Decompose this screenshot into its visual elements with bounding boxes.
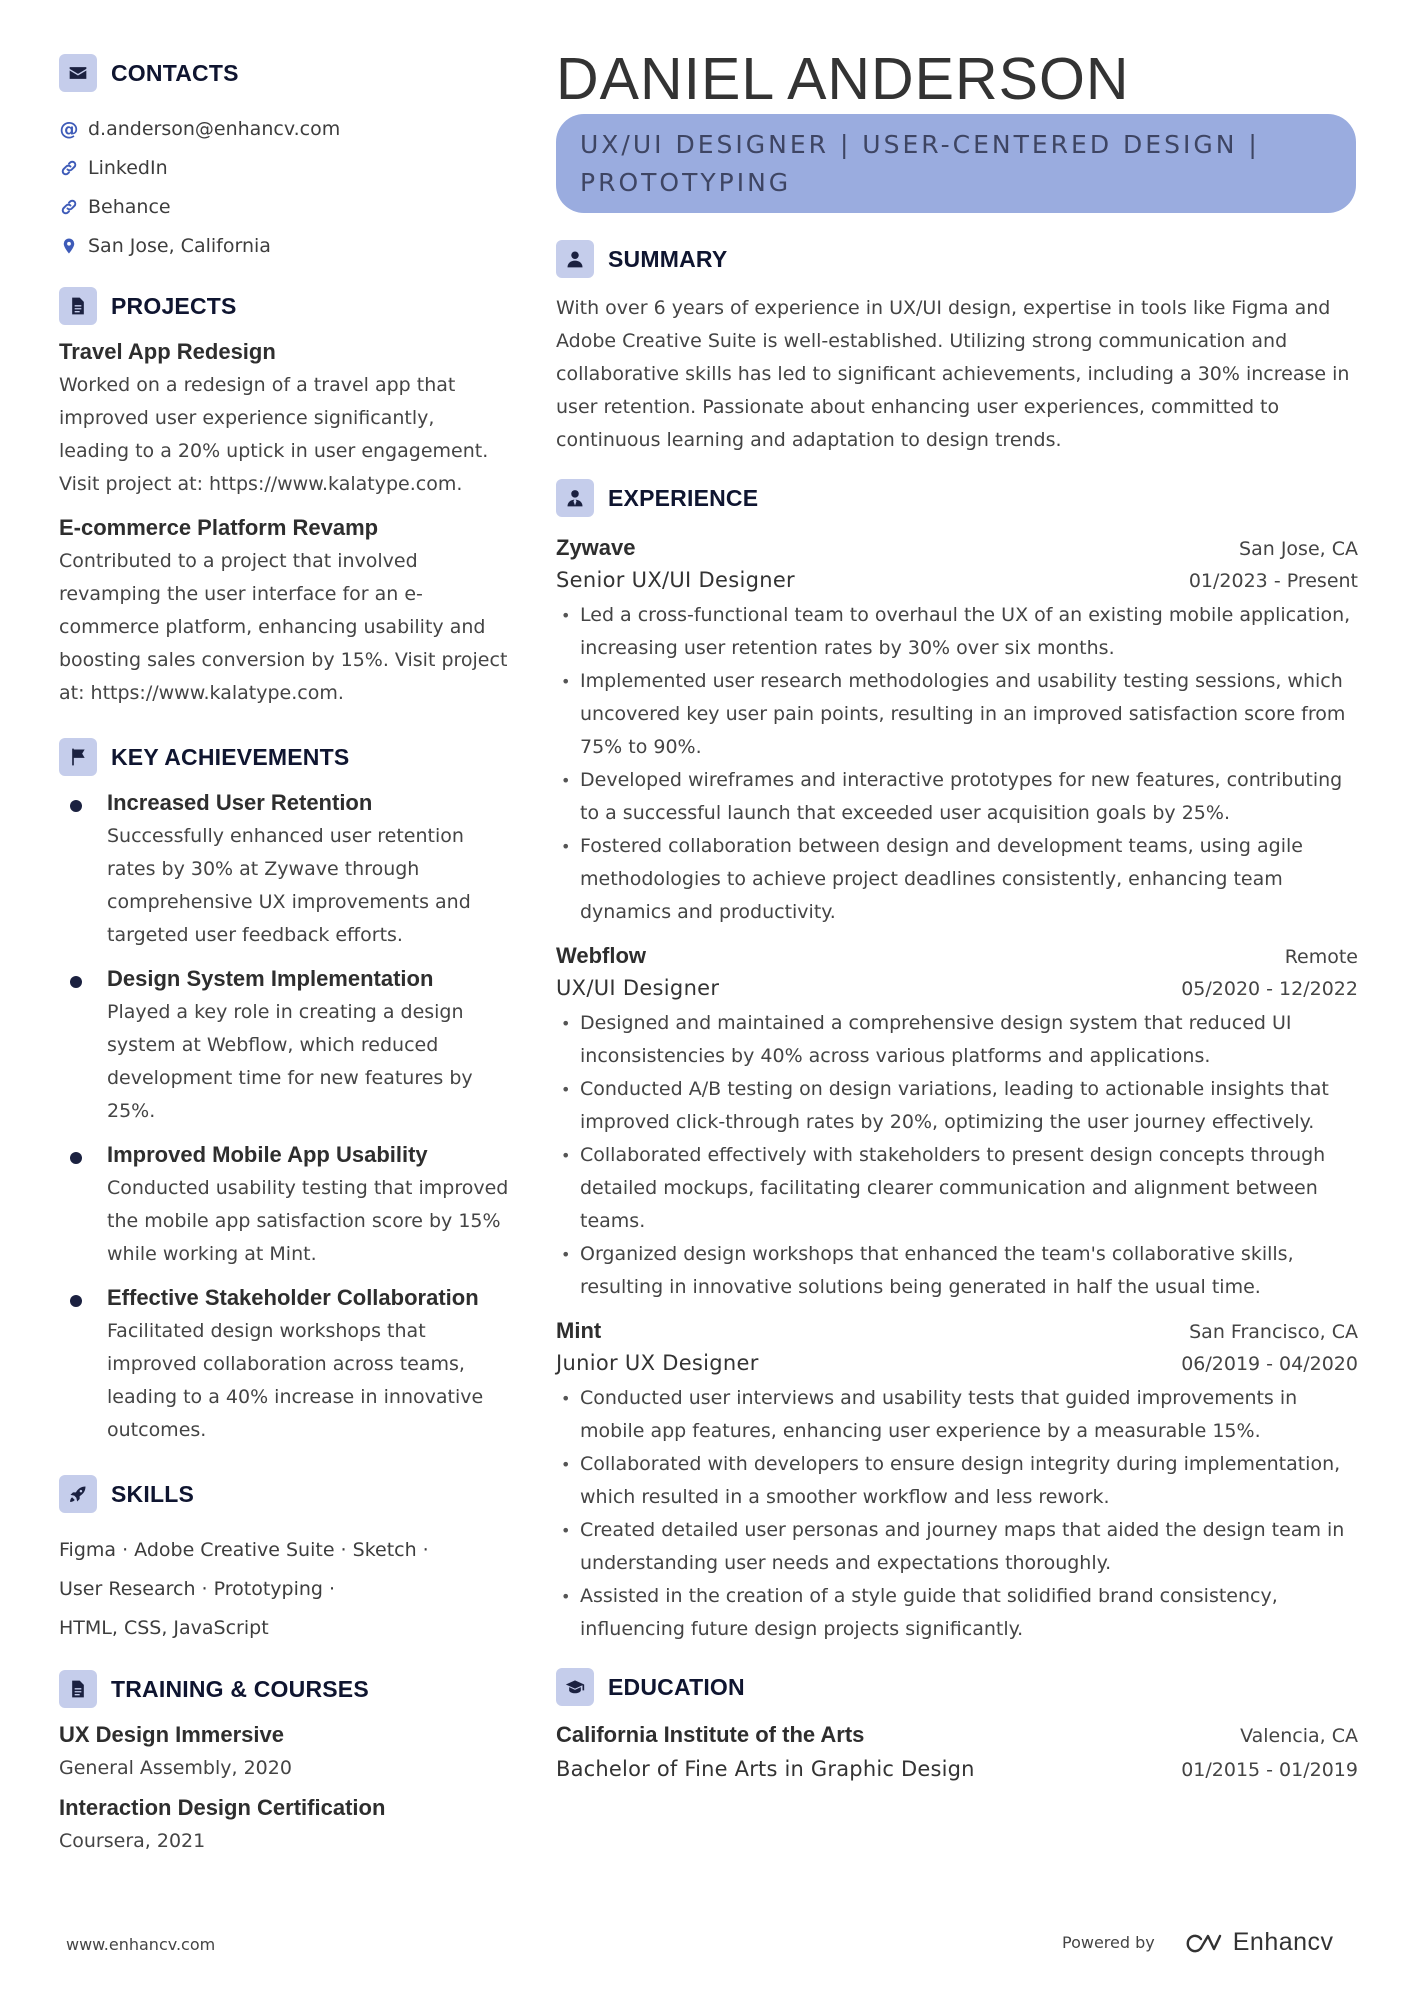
footer-branding	[1062, 1928, 1334, 1957]
job-entry	[556, 531, 1358, 929]
job-bullets	[556, 599, 1358, 929]
achievement-item	[59, 790, 509, 952]
brand-name: Enhancv	[1232, 1928, 1334, 1956]
projects-heading	[59, 287, 509, 325]
list-item: • Fostered collaboration between design and development teams, using agile methodologies to achieve project deadlines consistently, enhancing team dynamics and productivity.	[556, 830, 1358, 929]
contact-email-text: d.anderson@enhancv.com	[88, 117, 341, 140]
link-icon	[59, 197, 79, 217]
skills-line: Figma · Adobe Creative Suite · Sketch ·	[59, 1539, 429, 1561]
training-section	[59, 1670, 509, 1858]
contact-linkedin[interactable]	[59, 148, 509, 187]
summary-text: With over 6 years of experience in UX/UI design, expertise in tools like Figma and Adobe Creative Suite is well-established. Utilizing strong communication and collaborative skills has led to significant achievements, including a 30% increase in user retention. Passionate about enhancing user experiences, committed to continuous learning and adaptation to design trends.	[556, 297, 1350, 451]
training-detail: General Assembly, 2020	[59, 1757, 292, 1779]
achievement-description: Conducted usability testing that improved the mobile app satisfaction score by 15% while working at Mint.	[107, 1177, 509, 1265]
degree: Bachelor of Fine Arts in Graphic Design	[556, 1757, 975, 1781]
skills-line: User Research · Prototyping ·	[59, 1578, 336, 1600]
section-title: TRAINING & COURSES	[111, 1675, 369, 1702]
job-dates: 06/2019 - 04/2020	[1181, 1353, 1358, 1375]
list-item: • Organized design workshops that enhanced the team's collaborative skills, resulting in innovative solutions being generated in half the usual time.	[556, 1238, 1358, 1304]
achievement-description: Successfully enhanced user retention rates by 30% at Zywave through comprehensive UX improvements and targeted user feedback efforts.	[107, 825, 471, 946]
project-name: Travel App Redesign	[59, 339, 276, 364]
training-detail: Coursera, 2021	[59, 1830, 206, 1852]
enhancv-logo-icon	[1181, 1930, 1227, 1956]
list-item: • Conducted user interviews and usability tests that guided improvements in mobile app features, enhancing user experience by a measurable 15%.	[556, 1382, 1358, 1448]
contact-behance-text: Behance	[88, 195, 171, 218]
job-role: Junior UX Designer	[556, 1351, 759, 1375]
job-location: Remote	[1284, 946, 1358, 968]
achievements-heading	[59, 738, 509, 776]
section-title: SKILLS	[111, 1480, 194, 1507]
contact-location	[59, 226, 509, 265]
list-item: • Designed and maintained a comprehensive design system that reduced UI inconsistencies by 40% across various platforms and applications.	[556, 1007, 1358, 1073]
summary-heading	[556, 240, 1358, 278]
section-title: CONTACTS	[111, 59, 239, 86]
tagline-line: PROTOTYPING	[580, 168, 792, 197]
achievement-name: Effective Stakeholder Collaboration	[107, 1285, 479, 1310]
training-name: UX Design Immersive	[59, 1722, 284, 1747]
section-title: SUMMARY	[608, 245, 728, 272]
achievement-description: Facilitated design workshops that improved collaboration across teams, leading to a 40% increase in innovative outcomes.	[107, 1320, 484, 1441]
skills-line: HTML, CSS, JavaScript	[59, 1617, 269, 1639]
contact-list	[59, 109, 509, 265]
achievement-name: Improved Mobile App Usability	[107, 1142, 428, 1167]
education-dates: 01/2015 - 01/2019	[1181, 1759, 1358, 1781]
experience-section	[556, 479, 1358, 1646]
user-tie-icon	[556, 479, 594, 517]
education-section	[556, 1668, 1358, 1786]
achievement-item	[59, 1142, 509, 1271]
training-heading	[59, 1670, 509, 1708]
company-name: Zywave	[556, 535, 636, 560]
project-name: E-commerce Platform Revamp	[59, 515, 379, 540]
job-role: UX/UI Designer	[556, 976, 720, 1000]
flag-icon	[59, 738, 97, 776]
rocket-icon	[59, 1475, 97, 1513]
company-name: Webflow	[556, 943, 647, 968]
tagline-line: UX/UI DESIGNER | USER-CENTERED DESIGN |	[580, 130, 1260, 159]
candidate-name: DANIEL ANDERSON	[556, 46, 1130, 112]
bullet-dot	[59, 1142, 107, 1271]
section-title: PROJECTS	[111, 292, 237, 319]
company-name: Mint	[556, 1318, 602, 1343]
bullet-dot	[59, 966, 107, 1128]
envelope-icon	[59, 54, 97, 92]
job-role: Senior UX/UI Designer	[556, 568, 795, 592]
project-item	[59, 515, 509, 710]
achievement-name: Design System Implementation	[107, 966, 434, 991]
job-bullets	[556, 1382, 1358, 1646]
section-title: EDUCATION	[608, 1673, 745, 1700]
school-location: Valencia, CA	[1240, 1725, 1358, 1747]
job-location: San Francisco, CA	[1189, 1321, 1358, 1343]
list-item: • Collaborated effectively with stakeholders to present design concepts through detailed mockups, facilitating clearer communication and alignment between teams.	[556, 1139, 1358, 1238]
list-item: • Assisted in the creation of a style guide that solidified brand consistency, influencing future design projects significantly.	[556, 1580, 1358, 1646]
list-item: • Created detailed user personas and journey maps that aided the design team in understanding user needs and expectations thoroughly.	[556, 1514, 1358, 1580]
job-entry	[556, 1314, 1358, 1646]
right-column	[556, 46, 1358, 1786]
summary-section	[556, 240, 1358, 457]
document-icon	[59, 1670, 97, 1708]
education-entry	[556, 1718, 1358, 1786]
training-item	[59, 1722, 509, 1785]
skills-section	[59, 1475, 509, 1648]
achievement-description: Played a key role in creating a design system at Webflow, which reduced development time for new features by 25%.	[107, 1001, 473, 1122]
section-title: KEY ACHIEVEMENTS	[111, 743, 350, 770]
achievement-item	[59, 1285, 509, 1447]
location-pin-icon	[59, 236, 79, 256]
bullet-dot	[59, 790, 107, 952]
left-column	[59, 54, 509, 1858]
list-item: • Developed wireframes and interactive prototypes for new features, contributing to a successful launch that exceeded user acquisition goals by 25%.	[556, 764, 1358, 830]
contact-behance[interactable]	[59, 187, 509, 226]
list-item: • Led a cross-functional team to overhaul the UX of an existing mobile application, increasing user retention rates by 30% over six months.	[556, 599, 1358, 665]
job-dates: 01/2023 - Present	[1188, 570, 1358, 592]
list-item: • Conducted A/B testing on design variations, leading to actionable insights that improved click-through rates by 20%, optimizing the user journey effectively.	[556, 1073, 1358, 1139]
achievements-section	[59, 738, 509, 1447]
job-entry	[556, 939, 1358, 1304]
contacts-heading	[59, 54, 509, 92]
contacts-section	[59, 54, 509, 265]
achievement-item	[59, 966, 509, 1128]
list-item: • Collaborated with developers to ensure design integrity during implementation, which resulted in a smoother workflow and less rework.	[556, 1448, 1358, 1514]
project-description: Contributed to a project that involved revamping the user interface for an e-commerce platform, enhancing usability and boosting sales conversion by 15%. Visit project at: https://www.kalatype.com.	[59, 550, 508, 704]
list-item: • Implemented user research methodologies and usability testing sessions, which uncovered key user pain points, resulting in an improved satisfaction score from 75% to 90%.	[556, 665, 1358, 764]
training-item	[59, 1795, 509, 1858]
job-dates: 05/2020 - 12/2022	[1181, 978, 1358, 1000]
skills-heading	[59, 1475, 509, 1513]
section-title: EXPERIENCE	[608, 484, 759, 511]
link-icon	[59, 158, 79, 178]
powered-by-label: Powered by	[1062, 1933, 1155, 1952]
projects-section	[59, 287, 509, 710]
contact-email[interactable]	[59, 109, 509, 148]
user-icon	[556, 240, 594, 278]
contact-location-text: San Jose, California	[88, 234, 271, 257]
document-icon	[59, 287, 97, 325]
at-icon: @	[59, 117, 79, 140]
education-heading	[556, 1668, 1358, 1706]
tagline-banner	[556, 114, 1356, 213]
skills-list	[59, 1531, 509, 1648]
project-description: Worked on a redesign of a travel app that improved user experience significantly, leading to a 20% uptick in user engagement. Visit project at: https://www.kalatype.com.	[59, 374, 489, 495]
school-name: California Institute of the Arts	[556, 1722, 865, 1747]
project-item	[59, 339, 509, 501]
training-name: Interaction Design Certification	[59, 1795, 386, 1820]
footer-website[interactable]: www.enhancv.com	[66, 1935, 216, 1954]
contact-linkedin-text: LinkedIn	[88, 156, 168, 179]
achievement-name: Increased User Retention	[107, 790, 373, 815]
brand-logo[interactable]	[1181, 1928, 1334, 1957]
bullet-dot	[59, 1285, 107, 1447]
job-bullets	[556, 1007, 1358, 1304]
graduation-cap-icon	[556, 1668, 594, 1706]
job-location: San Jose, CA	[1239, 538, 1358, 560]
experience-heading	[556, 479, 1358, 517]
